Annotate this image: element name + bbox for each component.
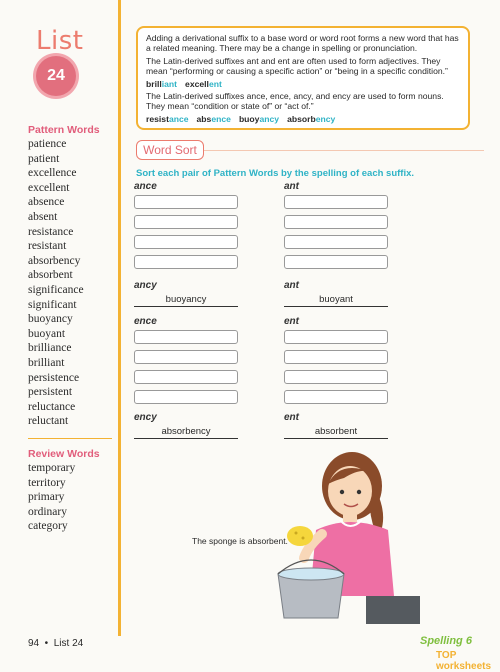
pattern_words-item: patience bbox=[28, 138, 67, 150]
suffix-heading-ant: ant bbox=[284, 181, 299, 192]
suffix-heading-ent: ent bbox=[284, 316, 299, 327]
review_words-item: territory bbox=[28, 476, 66, 489]
example-word: brilliant bbox=[146, 78, 178, 89]
answer-box[interactable] bbox=[284, 390, 388, 404]
example-word: absorbency bbox=[287, 113, 336, 124]
adjective-examples bbox=[146, 79, 460, 89]
example-word: buoyancy bbox=[238, 113, 280, 124]
suffix-heading-ance: ance bbox=[134, 181, 157, 192]
girl-with-sponge-illustration bbox=[270, 446, 420, 624]
answer-box[interactable] bbox=[284, 370, 388, 384]
answer-box[interactable] bbox=[134, 390, 238, 404]
footer-list-label: List 24 bbox=[53, 638, 84, 649]
pattern_words-item: buoyant bbox=[28, 327, 66, 340]
pattern_words-item: significance bbox=[28, 283, 84, 296]
suffix-heading-ence: ence bbox=[134, 316, 157, 327]
pattern_words-item: brilliant bbox=[28, 356, 65, 369]
pattern-words-heading: Pattern Words bbox=[28, 124, 100, 136]
rule-paragraph-2: The Latin-derived suffixes ant and ent are often used to form adjectives. They mean “performing or causing a specific action” or “being in a specific condition.” bbox=[146, 55, 448, 77]
answer-box[interactable] bbox=[134, 370, 238, 384]
suffix-heading-ant: ant bbox=[284, 280, 299, 291]
pattern_words-item: excellence bbox=[28, 167, 77, 180]
pattern_words-item: excellent bbox=[28, 181, 70, 194]
illustration-caption: The sponge is absorbent. bbox=[192, 536, 288, 546]
pattern-word-list bbox=[28, 137, 84, 429]
pattern_words-item: significant bbox=[28, 298, 77, 311]
page-number: 94 bbox=[28, 638, 40, 649]
pattern_words-item: resistant bbox=[28, 240, 67, 253]
answer-box[interactable] bbox=[134, 255, 238, 269]
answer-box[interactable] bbox=[284, 215, 388, 229]
sidebar bbox=[0, 0, 112, 630]
pattern_words-item: absent bbox=[28, 210, 58, 223]
pattern_words-item: absorbency bbox=[28, 254, 81, 267]
pattern_words-item: absence bbox=[28, 196, 65, 209]
watermark: TOP worksheets bbox=[436, 650, 492, 672]
instructions: Sort each pair of Pattern Words by the spelling of each suffix. bbox=[136, 168, 415, 179]
suffix-heading-ency: ency bbox=[134, 412, 157, 423]
margin-rule bbox=[118, 0, 121, 636]
divider bbox=[28, 438, 112, 439]
noun-examples bbox=[146, 114, 460, 124]
answer-box[interactable] bbox=[134, 350, 238, 364]
review_words-item: ordinary bbox=[28, 505, 67, 518]
answer-box[interactable] bbox=[284, 195, 388, 209]
pattern_words-item: buoyancy bbox=[28, 313, 73, 326]
answer-box[interactable] bbox=[134, 330, 238, 344]
example-answer: buoyancy bbox=[134, 294, 238, 307]
page-footer: 94 • List 24 bbox=[28, 638, 84, 649]
answer-box[interactable] bbox=[134, 235, 238, 249]
suffix-heading-ent: ent bbox=[284, 412, 299, 423]
answer-box[interactable] bbox=[284, 255, 388, 269]
answer-box[interactable] bbox=[284, 330, 388, 344]
pattern_words-item: patient bbox=[28, 152, 60, 165]
word-sort-label: Word Sort bbox=[136, 140, 204, 160]
review-words-heading: Review Words bbox=[28, 448, 100, 460]
example-answer: absorbency bbox=[134, 426, 238, 439]
example-word: resistance bbox=[146, 113, 189, 124]
pattern_words-item: reluctant bbox=[28, 415, 69, 428]
pattern_words-item: resistance bbox=[28, 225, 74, 238]
list-title: List bbox=[36, 26, 84, 56]
review_words-item: primary bbox=[28, 491, 65, 504]
answer-box[interactable] bbox=[284, 350, 388, 364]
rule-paragraph-3: The Latin-derived suffixes ance, ence, ancy, and ency are used to form nouns. They mean “condition or state of” or “act of.” bbox=[146, 91, 444, 112]
pattern_words-item: brilliance bbox=[28, 342, 72, 355]
review-word-list bbox=[28, 461, 75, 534]
example-word: excellent bbox=[185, 78, 222, 89]
answer-box[interactable] bbox=[284, 235, 388, 249]
rule-paragraph-1: Adding a derivational suffix to a base word or word root forms a new word that has a related meaning. There may be a change in spelling or pronunciation. bbox=[146, 33, 459, 54]
pattern_words-item: reluctance bbox=[28, 400, 76, 413]
review_words-item: temporary bbox=[28, 462, 76, 474]
section-rule bbox=[204, 150, 484, 151]
pattern_words-item: persistent bbox=[28, 386, 73, 399]
rule-info-box bbox=[136, 26, 470, 130]
brand-logo: Spelling 6 bbox=[420, 635, 472, 647]
pattern_words-item: absorbent bbox=[28, 269, 73, 282]
list-number-badge: 24 bbox=[36, 56, 76, 96]
example-answer: buoyant bbox=[284, 294, 388, 307]
suffix-heading-ancy: ancy bbox=[134, 280, 157, 291]
pattern_words-item: persistence bbox=[28, 371, 80, 384]
example-word: absence bbox=[196, 113, 231, 124]
answer-box[interactable] bbox=[134, 195, 238, 209]
example-answer: absorbent bbox=[284, 426, 388, 439]
review_words-item: category bbox=[28, 520, 68, 533]
answer-box[interactable] bbox=[134, 215, 238, 229]
